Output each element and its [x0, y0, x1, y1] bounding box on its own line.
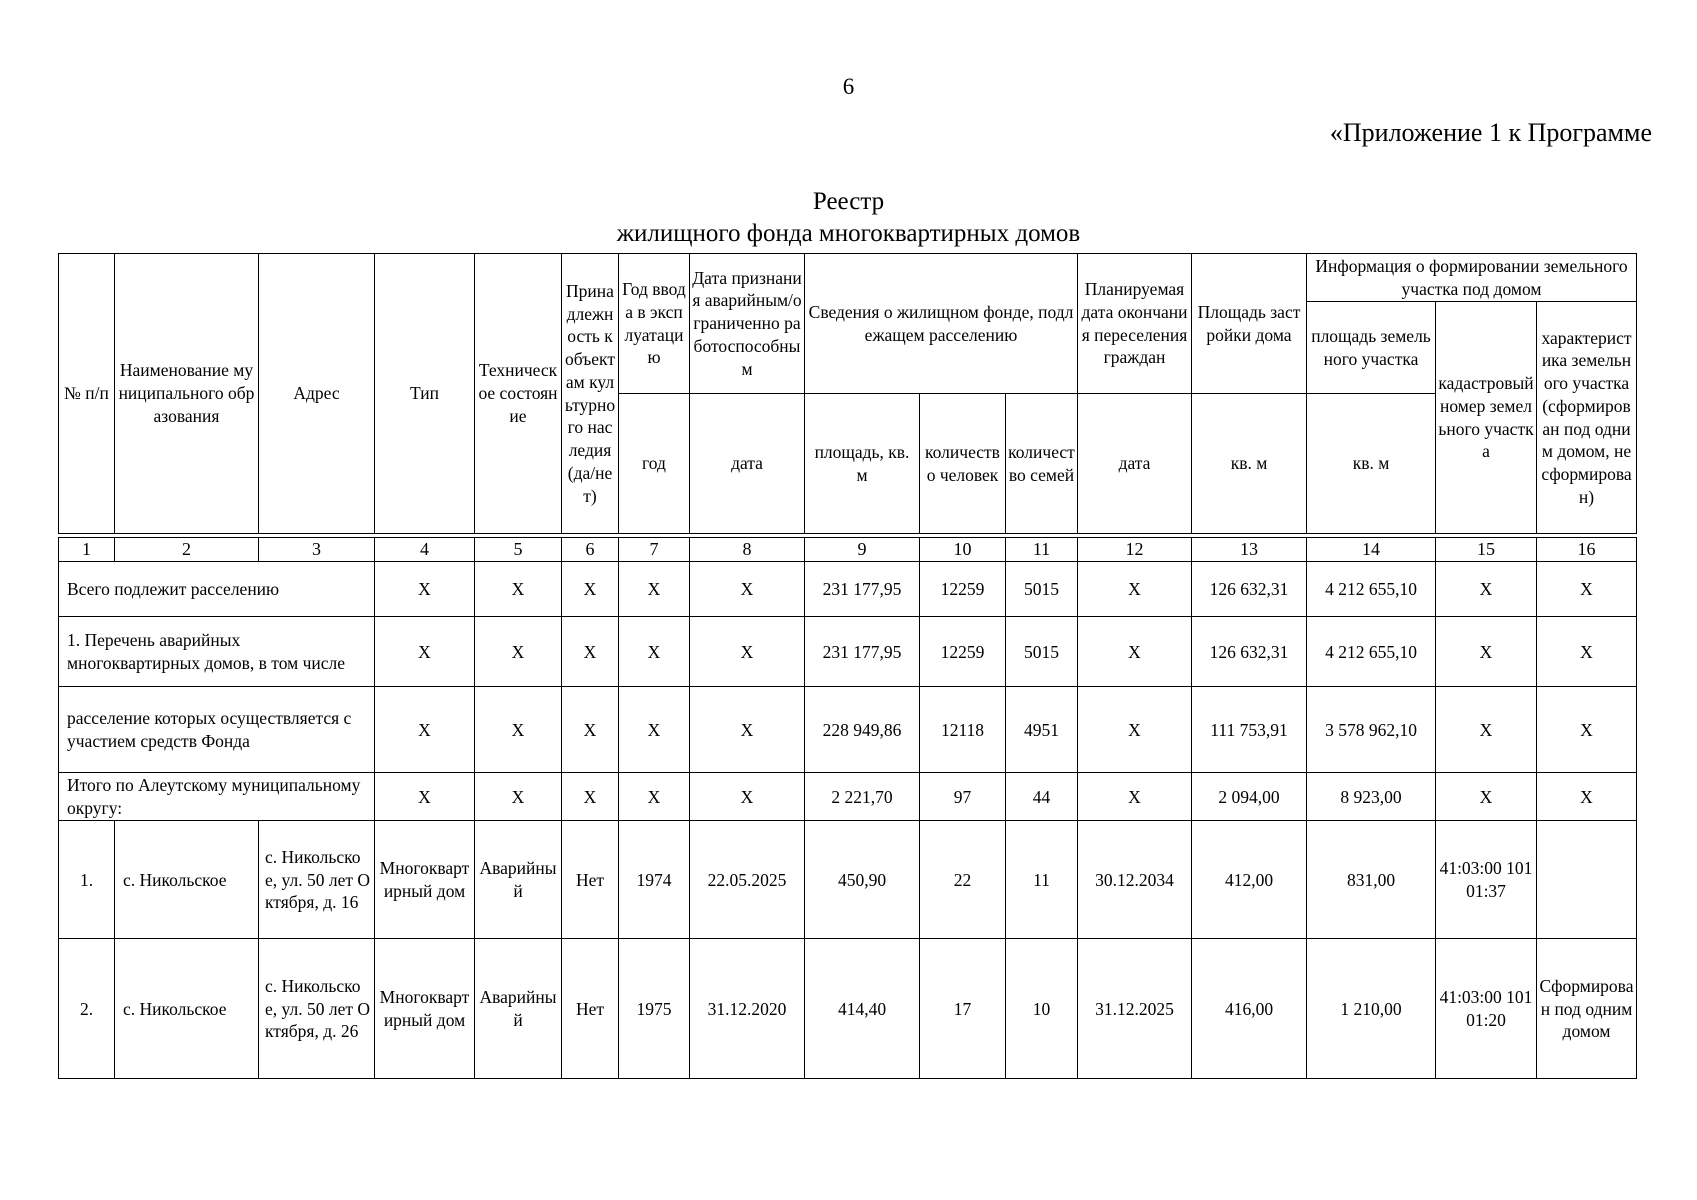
row-year: 1974 [619, 821, 690, 939]
summary-cell: 3 578 962,10 [1307, 687, 1436, 773]
summary-cell: Х [1537, 562, 1637, 617]
row-land-characteristic [1537, 821, 1637, 939]
column-number: 4 [375, 538, 475, 562]
summary-cell: 231 177,95 [805, 562, 920, 617]
summary-cell: 4 212 655,10 [1307, 617, 1436, 687]
row-land-characteristic: Сформирован под одним домом [1537, 939, 1637, 1079]
summary-cell: 2 094,00 [1192, 773, 1307, 821]
summary-cell: Х [1537, 687, 1637, 773]
summary-cell: Х [690, 617, 805, 687]
summary-cell: Х [1436, 617, 1537, 687]
header-land-characteristic: характеристика земельного участка (сформирован под одним домом, не сформирован) [1537, 302, 1637, 534]
row-condition: Аварийный [475, 939, 562, 1079]
summary-cell: Х [1078, 687, 1192, 773]
row-area: 450,90 [805, 821, 920, 939]
document-subtitle: жилищного фонда многоквартирных домов [616, 220, 1081, 247]
summary-cell: Х [562, 687, 619, 773]
summary-cell: 231 177,95 [805, 617, 920, 687]
summary-row-total [59, 562, 1637, 617]
row-build-area: 412,00 [1192, 821, 1307, 939]
appendix-label: «Приложение 1 к Программе [1329, 118, 1652, 147]
header-cadastral: кадастровый номер земельного участка [1436, 302, 1537, 534]
summary-label: 1. Перечень аварийных многоквартирных домов, в том числе [59, 617, 375, 687]
summary-cell: Х [475, 562, 562, 617]
row-land-area: 831,00 [1307, 821, 1436, 939]
summary-cell: Х [375, 617, 475, 687]
header-address: Адрес [259, 254, 375, 534]
summary-cell: Х [1436, 773, 1537, 821]
header-row-number: № п/п [59, 254, 115, 534]
row-cadastral: 41:03:00 10101:20 [1436, 939, 1537, 1079]
summary-cell: Х [562, 773, 619, 821]
summary-cell: Х [375, 687, 475, 773]
summary-cell: Х [690, 687, 805, 773]
summary-cell: Х [375, 562, 475, 617]
summary-cell: Х [475, 773, 562, 821]
summary-row-emergency-list [59, 617, 1637, 687]
row-number: 2. [59, 939, 115, 1079]
summary-cell: Х [1436, 687, 1537, 773]
row-municipality: с. Никольское [115, 821, 259, 939]
row-planned-date: 31.12.2025 [1078, 939, 1192, 1079]
summary-cell: 126 632,31 [1192, 617, 1307, 687]
header-unit-people: количество человек [920, 394, 1006, 534]
column-number: 7 [619, 538, 690, 562]
header-land-area: площадь земельного участка [1307, 302, 1436, 394]
table-row [59, 821, 1637, 939]
summary-cell: 12118 [920, 687, 1006, 773]
header-unit-area: площадь, кв. м [805, 394, 920, 534]
row-cadastral: 41:03:00 10101:37 [1436, 821, 1537, 939]
registry-data-table [58, 537, 1637, 1079]
summary-cell: Х [375, 773, 475, 821]
table-row [59, 939, 1637, 1079]
header-technical-condition: Техническое состояние [475, 254, 562, 534]
summary-cell: 44 [1006, 773, 1078, 821]
header-type: Тип [375, 254, 475, 534]
summary-cell: 12259 [920, 617, 1006, 687]
summary-cell: 97 [920, 773, 1006, 821]
row-year: 1975 [619, 939, 690, 1079]
column-number: 8 [690, 538, 805, 562]
row-number: 1. [59, 821, 115, 939]
summary-cell: Х [562, 562, 619, 617]
summary-cell: Х [619, 617, 690, 687]
row-area: 414,40 [805, 939, 920, 1079]
column-number: 9 [805, 538, 920, 562]
row-planned-date: 30.12.2034 [1078, 821, 1192, 939]
summary-cell: 5015 [1006, 617, 1078, 687]
summary-cell: Х [619, 562, 690, 617]
column-number: 13 [1192, 538, 1307, 562]
summary-cell: Х [475, 617, 562, 687]
summary-label: расселение которых осуществляется с участием средств Фонда [59, 687, 375, 773]
row-address: с. Никольское, ул. 50 лет Октября, д. 26 [259, 939, 375, 1079]
header-commissioning-year: Год ввода в эксплуатацию [619, 254, 690, 394]
summary-row-fund [59, 687, 1637, 773]
summary-cell: 12259 [920, 562, 1006, 617]
summary-label: Итого по Алеутскому муниципальному округу: [59, 773, 375, 821]
row-build-area: 416,00 [1192, 939, 1307, 1079]
summary-cell: 4951 [1006, 687, 1078, 773]
column-number: 1 [59, 538, 115, 562]
summary-cell: Х [1078, 562, 1192, 617]
header-unit-families: количество семей [1006, 394, 1078, 534]
row-date: 31.12.2020 [690, 939, 805, 1079]
row-land-area: 1 210,00 [1307, 939, 1436, 1079]
column-number: 3 [259, 538, 375, 562]
summary-cell: Х [1537, 617, 1637, 687]
row-date: 22.05.2025 [690, 821, 805, 939]
row-type: Многоквартирный дом [375, 939, 475, 1079]
column-number: 10 [920, 538, 1006, 562]
header-planned-date: Планируемая дата окончания переселения граждан [1078, 254, 1192, 394]
header-unit-year: год [619, 394, 690, 534]
summary-cell: 126 632,31 [1192, 562, 1307, 617]
summary-cell: 111 753,91 [1192, 687, 1307, 773]
summary-cell: Х [619, 687, 690, 773]
header-unit-build-area: кв. м [1192, 394, 1307, 534]
row-heritage: Нет [562, 939, 619, 1079]
header-heritage: Принадлежность к объектам культурного наследия (да/нет) [562, 254, 619, 534]
summary-cell: 4 212 655,10 [1307, 562, 1436, 617]
header-build-area: Площадь застройки дома [1192, 254, 1307, 394]
column-number: 11 [1006, 538, 1078, 562]
row-condition: Аварийный [475, 821, 562, 939]
summary-row-aleut [59, 773, 1637, 821]
summary-label: Всего подлежит расселению [59, 562, 375, 617]
page-number: 6 [842, 74, 855, 99]
summary-cell: Х [1078, 617, 1192, 687]
row-address: с. Никольское, ул. 50 лет Октября, д. 16 [259, 821, 375, 939]
summary-cell: Х [475, 687, 562, 773]
column-number: 16 [1537, 538, 1637, 562]
column-number: 5 [475, 538, 562, 562]
row-people: 17 [920, 939, 1006, 1079]
row-families: 10 [1006, 939, 1078, 1079]
registry-header-table [58, 253, 1637, 534]
row-type: Многоквартирный дом [375, 821, 475, 939]
header-unit-planned: дата [1078, 394, 1192, 534]
header-housing-info: Сведения о жилищном фонде, подлежащем расселению [805, 254, 1078, 394]
row-municipality: с. Никольское [115, 939, 259, 1079]
column-number: 12 [1078, 538, 1192, 562]
column-number: 15 [1436, 538, 1537, 562]
row-families: 11 [1006, 821, 1078, 939]
summary-cell: 8 923,00 [1307, 773, 1436, 821]
summary-cell: Х [690, 562, 805, 617]
summary-cell: 228 949,86 [805, 687, 920, 773]
summary-cell: Х [690, 773, 805, 821]
row-people: 22 [920, 821, 1006, 939]
header-unit-date: дата [690, 394, 805, 534]
summary-cell: Х [619, 773, 690, 821]
summary-cell: Х [1078, 773, 1192, 821]
column-number: 6 [562, 538, 619, 562]
summary-cell: 5015 [1006, 562, 1078, 617]
column-number: 2 [115, 538, 259, 562]
header-recognition-date: Дата признания аварийным/ограниченно работоспособным [690, 254, 805, 394]
document-title: Реестр [812, 188, 885, 215]
summary-cell: Х [1436, 562, 1537, 617]
summary-cell: Х [562, 617, 619, 687]
column-number: 14 [1307, 538, 1436, 562]
summary-cell: 2 221,70 [805, 773, 920, 821]
header-municipality: Наименование муниципального образования [115, 254, 259, 534]
header-land-info: Информация о формировании земельного участка под домом [1307, 254, 1637, 302]
header-unit-land-area: кв. м [1307, 394, 1436, 534]
row-heritage: Нет [562, 821, 619, 939]
summary-cell: Х [1537, 773, 1637, 821]
